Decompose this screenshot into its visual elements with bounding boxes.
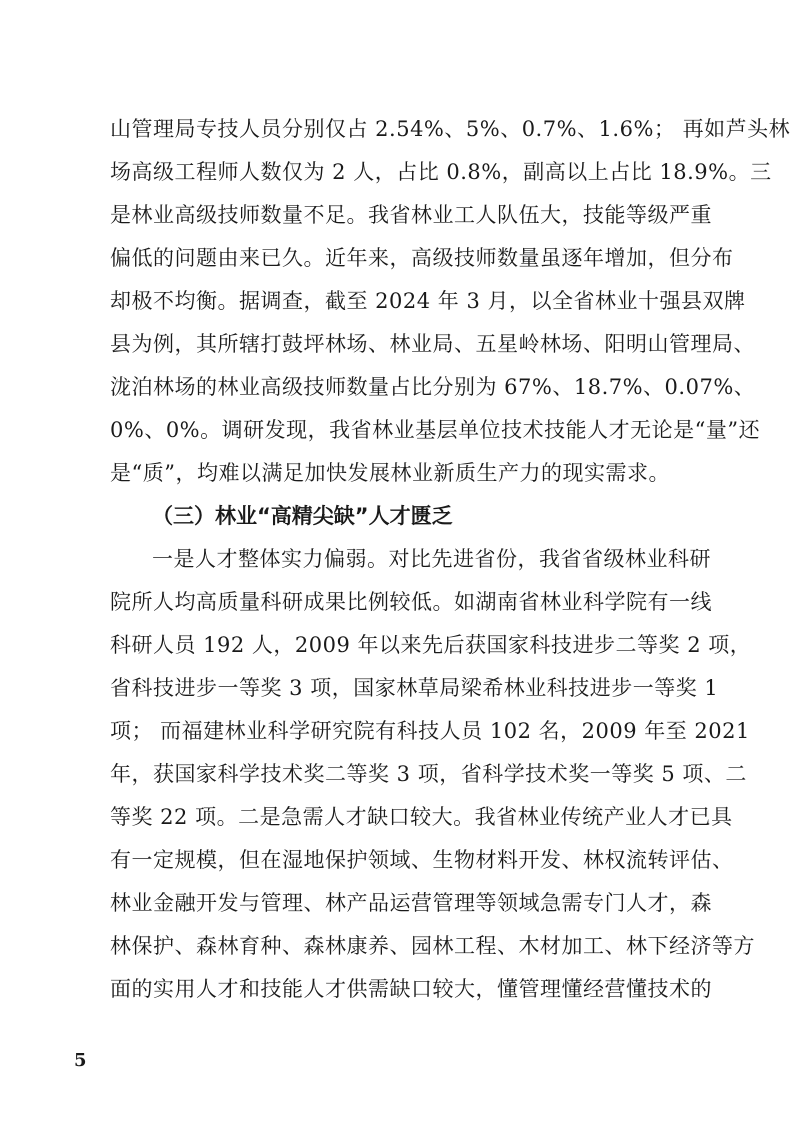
paragraph-line: 院所人均高质量科研成果比例较低。如湖南省林业科学院有一线 — [110, 590, 712, 614]
paragraph-line: 县为例，其所辖打鼓坪林场、林业局、五星岭林场、阳明山管理局、 — [110, 332, 755, 356]
paragraph-line: 却极不均衡。据调查，截至 2024 年 3 月，以全省林业十强县双牌 — [110, 289, 746, 313]
paragraph-line: 是“质”，均难以满足加快发展林业新质生产力的现实需求。 — [110, 461, 670, 485]
paragraph-line: 是林业高级技师数量不足。我省林业工人队伍大，技能等级严重 — [110, 203, 712, 227]
paragraph-line: 泷泊林场的林业高级技师数量占比分别为 67%、18.7%、0.07%、 — [110, 375, 756, 399]
section-heading: （三）林业“高精尖缺”人才匮乏 — [152, 504, 453, 528]
paragraph-line: 山管理局专技人员分别仅占 2.54%、5%、0.7%、1.6%； 再如芦头林 — [110, 117, 791, 141]
paragraph-line: 林业金融开发与管理、林产品运营管理等领域急需专门人才，森 — [110, 891, 712, 915]
paragraph-line: 偏低的问题由来已久。近年来，高级技师数量虽逐年增加，但分布 — [110, 246, 734, 270]
paragraph-line: 科研人员 192 人，2009 年以来先后获国家科技进步二等奖 2 项， — [110, 633, 752, 657]
paragraph-line: 场高级工程师人数仅为 2 人，占比 0.8%，副高以上占比 18.9%。三 — [110, 160, 772, 184]
paragraph-line: 等奖 22 项。二是急需人才缺口较大。我省林业传统产业人才已具 — [110, 805, 733, 829]
paragraph-line: 面的实用人才和技能人才供需缺口较大，懂管理懂经营懂技术的 — [110, 977, 712, 1001]
paragraph-line: 项； 而福建林业科学研究院有科技人员 102 名，2009 年至 2021 — [110, 719, 750, 743]
paragraph-line: 省科技进步一等奖 3 项，国家林草局梁希林业科技进步一等奖 1 — [110, 676, 719, 700]
paragraph-line: 年，获国家科学技术奖二等奖 3 项，省科学技术奖一等奖 5 项、二 — [110, 762, 747, 786]
paragraph-line: 林保护、森林育种、森林康养、园林工程、木材加工、林下经济等方 — [110, 934, 755, 958]
paragraph-line: 0%、0%。调研发现，我省林业基层单位技术技能人才无论是“量”还 — [110, 418, 761, 442]
paragraph-line: 一是人才整体实力偏弱。对比先进省份，我省省级林业科研 — [152, 547, 711, 571]
paragraph-line: 有一定规模，但在湿地保护领域、生物材料开发、林权流转评估、 — [110, 848, 734, 872]
page-number: 5 — [74, 1050, 87, 1071]
